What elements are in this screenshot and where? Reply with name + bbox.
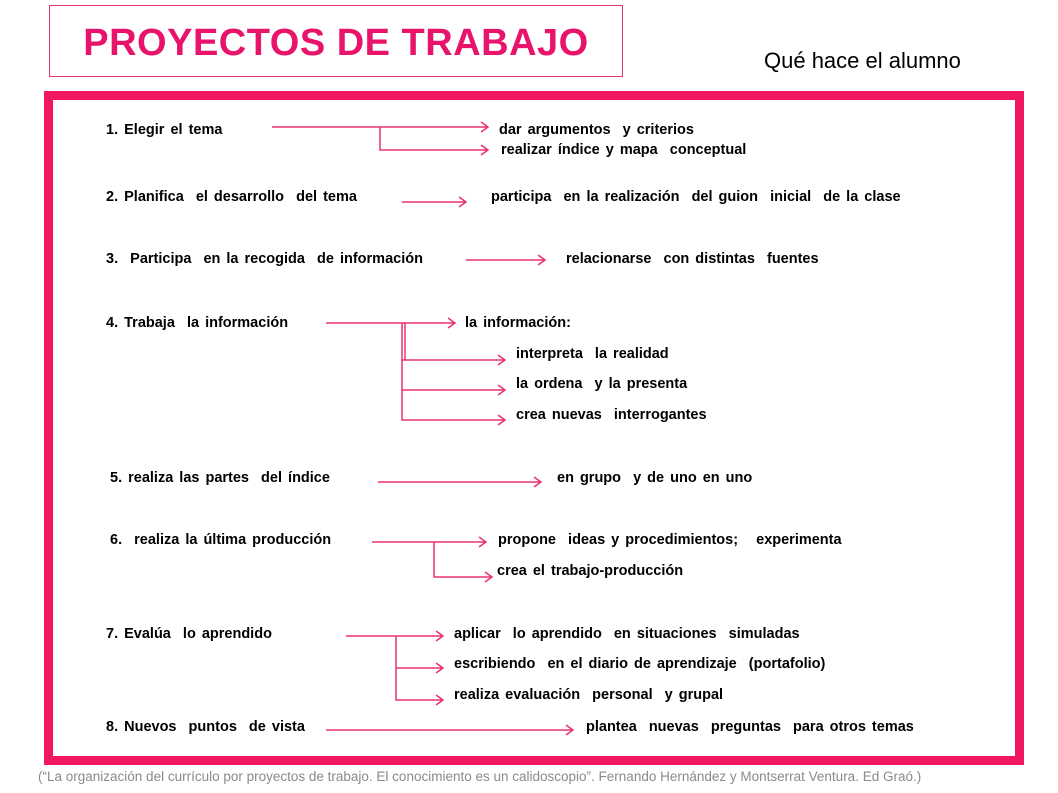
citation: (“La organización del currículo por proyectos de trabajo. El conocimiento es un calidoscopio”. Fernando Hernández y Montserrat Ventura. Ed Graó.): [38, 769, 922, 784]
arrow-7b: [396, 636, 443, 673]
arrow-1b: [380, 127, 488, 155]
item-1-label: 1. Elegir el tema: [106, 122, 223, 138]
item-2-target-1: participa en la realización del guion inicial de la clase: [491, 189, 901, 205]
page-subtitle: Qué hace el alumno: [764, 48, 961, 73]
item-4-target-1: la información:: [465, 315, 571, 331]
item-7-target-1: aplicar lo aprendido en situaciones simuladas: [454, 626, 800, 642]
item-3-target-1: relacionarse con distintas fuentes: [566, 251, 819, 267]
item-4-target-3: la ordena y la presenta: [516, 376, 688, 392]
item-8-target-1: plantea nuevas preguntas para otros temas: [586, 719, 914, 735]
item-6-target-1: propone ideas y procedimientos; experimenta: [498, 532, 842, 548]
arrow-4d: [402, 390, 505, 425]
item-3-label: 3. Participa en la recogida de información: [106, 251, 423, 267]
item-7-target-3: realiza evaluación personal y grupal: [454, 687, 724, 703]
item-1-target-1: dar argumentos y criterios: [499, 122, 694, 138]
arrow-4c: [402, 360, 505, 395]
arrow-6a: [372, 537, 486, 547]
arrow-7c: [396, 668, 443, 705]
arrow-3: [466, 255, 545, 265]
item-7-target-2: escribiendo en el diario de aprendizaje (portafolio): [454, 656, 826, 672]
item-2-label: 2. Planifica el desarrollo del tema: [106, 189, 357, 205]
arrow-4a: [326, 318, 455, 328]
item-4-label: 4. Trabaja la información: [106, 315, 289, 331]
item-8-label: 8. Nuevos puntos de vista: [106, 719, 305, 735]
item-1-target-2: realizar índice y mapa conceptual: [501, 142, 747, 158]
item-6-target-2: crea el trabajo-producción: [497, 563, 684, 579]
item-7-label: 7. Evalúa lo aprendido: [106, 626, 272, 642]
item-5-label: 5. realiza las partes del índice: [110, 470, 330, 486]
item-4-target-4: crea nuevas interrogantes: [516, 407, 707, 423]
page-title: PROYECTOS DE TRABAJO: [83, 22, 589, 64]
arrow-8: [326, 725, 573, 735]
item-4-target-2: interpreta la realidad: [516, 346, 669, 362]
arrow-5: [378, 477, 541, 487]
item-5-target-1: en grupo y de uno en uno: [557, 470, 753, 486]
arrow-6b: [434, 542, 492, 582]
arrow-2: [402, 197, 466, 207]
arrow-7a: [346, 631, 443, 641]
item-6-label: 6. realiza la última producción: [110, 532, 332, 548]
